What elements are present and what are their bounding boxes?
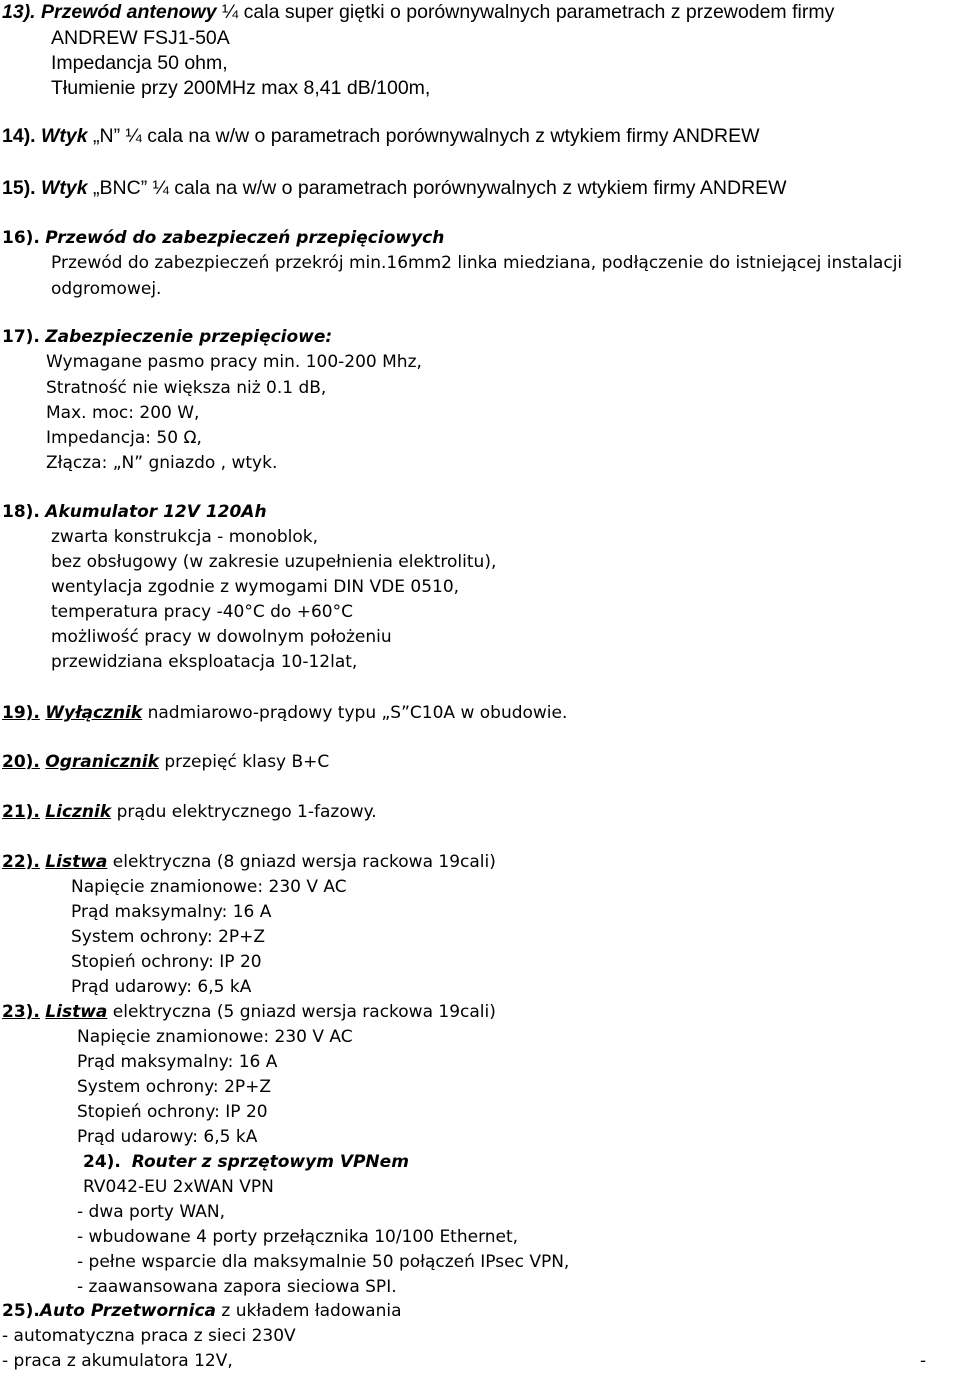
item-number: 21). [2,802,40,822]
trailing-dash: - [920,1351,927,1371]
item-title: Router z sprzętowym VPNem [131,1152,409,1172]
item-22-line: Prąd maksymalny: 16 A [71,902,272,922]
item-18-line: wentylacja zgodnie z wymogami DIN VDE 0510, [51,577,460,597]
item-description: „N” ¼ cala na w/w o parametrach porównywalnych z wtykiem firmy ANDREW [87,125,760,147]
item-14-heading [2,125,759,147]
item-24-heading [83,1151,409,1173]
item-17-line: Stratność nie większa niż 0.1 dB, [46,378,327,398]
item-title: Auto Przetwornica [39,1301,216,1321]
item-title: Zabezpieczenie przepięciowe: [45,327,333,347]
item-title: Wyłącznik [45,703,143,723]
item-description: ¼ cala super giętki o porównywalnych parametrach z przewodem firmy [216,1,835,23]
item-15-heading [2,177,787,199]
item-title: Przewód do zabezpieczeń przepięciowych [45,228,445,248]
item-16-line: odgromowej. [51,279,162,299]
item-title: Akumulator 12V 120Ah [45,502,267,522]
item-18-line: bez obsługowy (w zakresie uzupełnienia elektrolitu), [51,552,497,572]
item-description: z układem ładowania [216,1301,402,1321]
item-13-line: Impedancja 50 ohm, [51,52,228,74]
item-title: Przewód antenowy [41,1,217,23]
item-17-line: Impedancja: 50 Ω, [46,428,202,448]
item-22-line: System ochrony: 2P+Z [71,927,266,947]
item-13-line: Tłumienie przy 200MHz max 8,41 dB/100m, [51,77,431,99]
item-23-line: Prąd udarowy: 6,5 kA [77,1127,258,1147]
item-22-heading [2,851,496,873]
item-17-line: Złącza: „N” gniazdo , wtyk. [46,453,278,473]
item-17-heading [2,326,332,348]
item-16-heading [2,227,444,249]
item-13-line: ANDREW FSJ1-50A [51,27,230,49]
item-24-line: - dwa porty WAN, [77,1202,225,1222]
item-21-heading [2,801,377,823]
item-title: Listwa [45,1002,108,1022]
item-25-heading [2,1300,402,1322]
item-18-line: przewidziana eksploatacja 10-12lat, [51,652,358,672]
item-19-heading [2,702,567,724]
item-16-line: Przewód do zabezpieczeń przekrój min.16mm2 linka miedziana, podłączenie do istniejącej instalacji [51,253,903,273]
item-22-line: Stopień ochrony: IP 20 [71,952,262,972]
item-25-line: - praca z akumulatora 12V, [2,1351,233,1371]
item-number: 24). [83,1152,121,1172]
item-23-line: Stopień ochrony: IP 20 [77,1102,268,1122]
item-18-line: możliwość pracy w dowolnym położeniu [51,627,392,647]
item-13-heading [2,1,834,23]
item-number: 20). [2,752,40,772]
item-number: 25). [2,1301,40,1321]
item-title: Ogranicznik [45,752,159,772]
item-18-line: zwarta konstrukcja - monoblok, [51,527,318,547]
item-number: 13). [2,1,36,23]
item-24-line: - zaawansowana zapora sieciowa SPI. [77,1277,397,1297]
item-24-line: - pełne wsparcie dla maksymalnie 50 połączeń IPsec VPN, [77,1252,570,1272]
item-number: 14). [2,125,36,147]
item-22-line: Prąd udarowy: 6,5 kA [71,977,252,997]
item-17-line: Max. moc: 200 W, [46,403,200,423]
item-23-line: Napięcie znamionowe: 230 V AC [77,1027,353,1047]
item-description: prądu elektrycznego 1-fazowy. [111,802,377,822]
item-23-heading [2,1001,496,1023]
item-23-line: Prąd maksymalny: 16 A [77,1052,278,1072]
item-number: 15). [2,177,36,199]
item-description: „BNC” ¼ cala na w/w o parametrach porównywalnych z wtykiem firmy ANDREW [87,177,787,199]
item-number: 16). [2,228,40,248]
item-number: 23). [2,1002,40,1022]
item-number: 18). [2,502,40,522]
item-24-line: - wbudowane 4 porty przełącznika 10/100 Ethernet, [77,1227,519,1247]
item-description: nadmiarowo-prądowy typu „S”C10A w obudowie. [142,703,568,723]
item-24-line: RV042-EU 2xWAN VPN [83,1177,274,1197]
item-number: 17). [2,327,40,347]
item-20-heading [2,751,329,773]
item-title: Wtyk [41,125,88,147]
item-title: Licznik [45,802,112,822]
item-17-line: Wymagane pasmo pracy min. 100-200 Mhz, [46,352,422,372]
item-description: elektryczna (8 gniazd wersja rackowa 19cali) [107,852,496,872]
item-22-line: Napięcie znamionowe: 230 V AC [71,877,347,897]
item-title: Wtyk [41,177,88,199]
item-description: elektryczna (5 gniazd wersja rackowa 19cali) [107,1002,496,1022]
item-description: przepięć klasy B+C [158,752,330,772]
item-23-line: System ochrony: 2P+Z [77,1077,272,1097]
item-18-line: temperatura pracy -40°C do +60°C [51,602,353,622]
item-title: Listwa [45,852,108,872]
item-18-heading [2,501,267,523]
item-number: 22). [2,852,40,872]
item-number: 19). [2,703,40,723]
item-25-line: - automatyczna praca z sieci 230V [2,1326,296,1346]
